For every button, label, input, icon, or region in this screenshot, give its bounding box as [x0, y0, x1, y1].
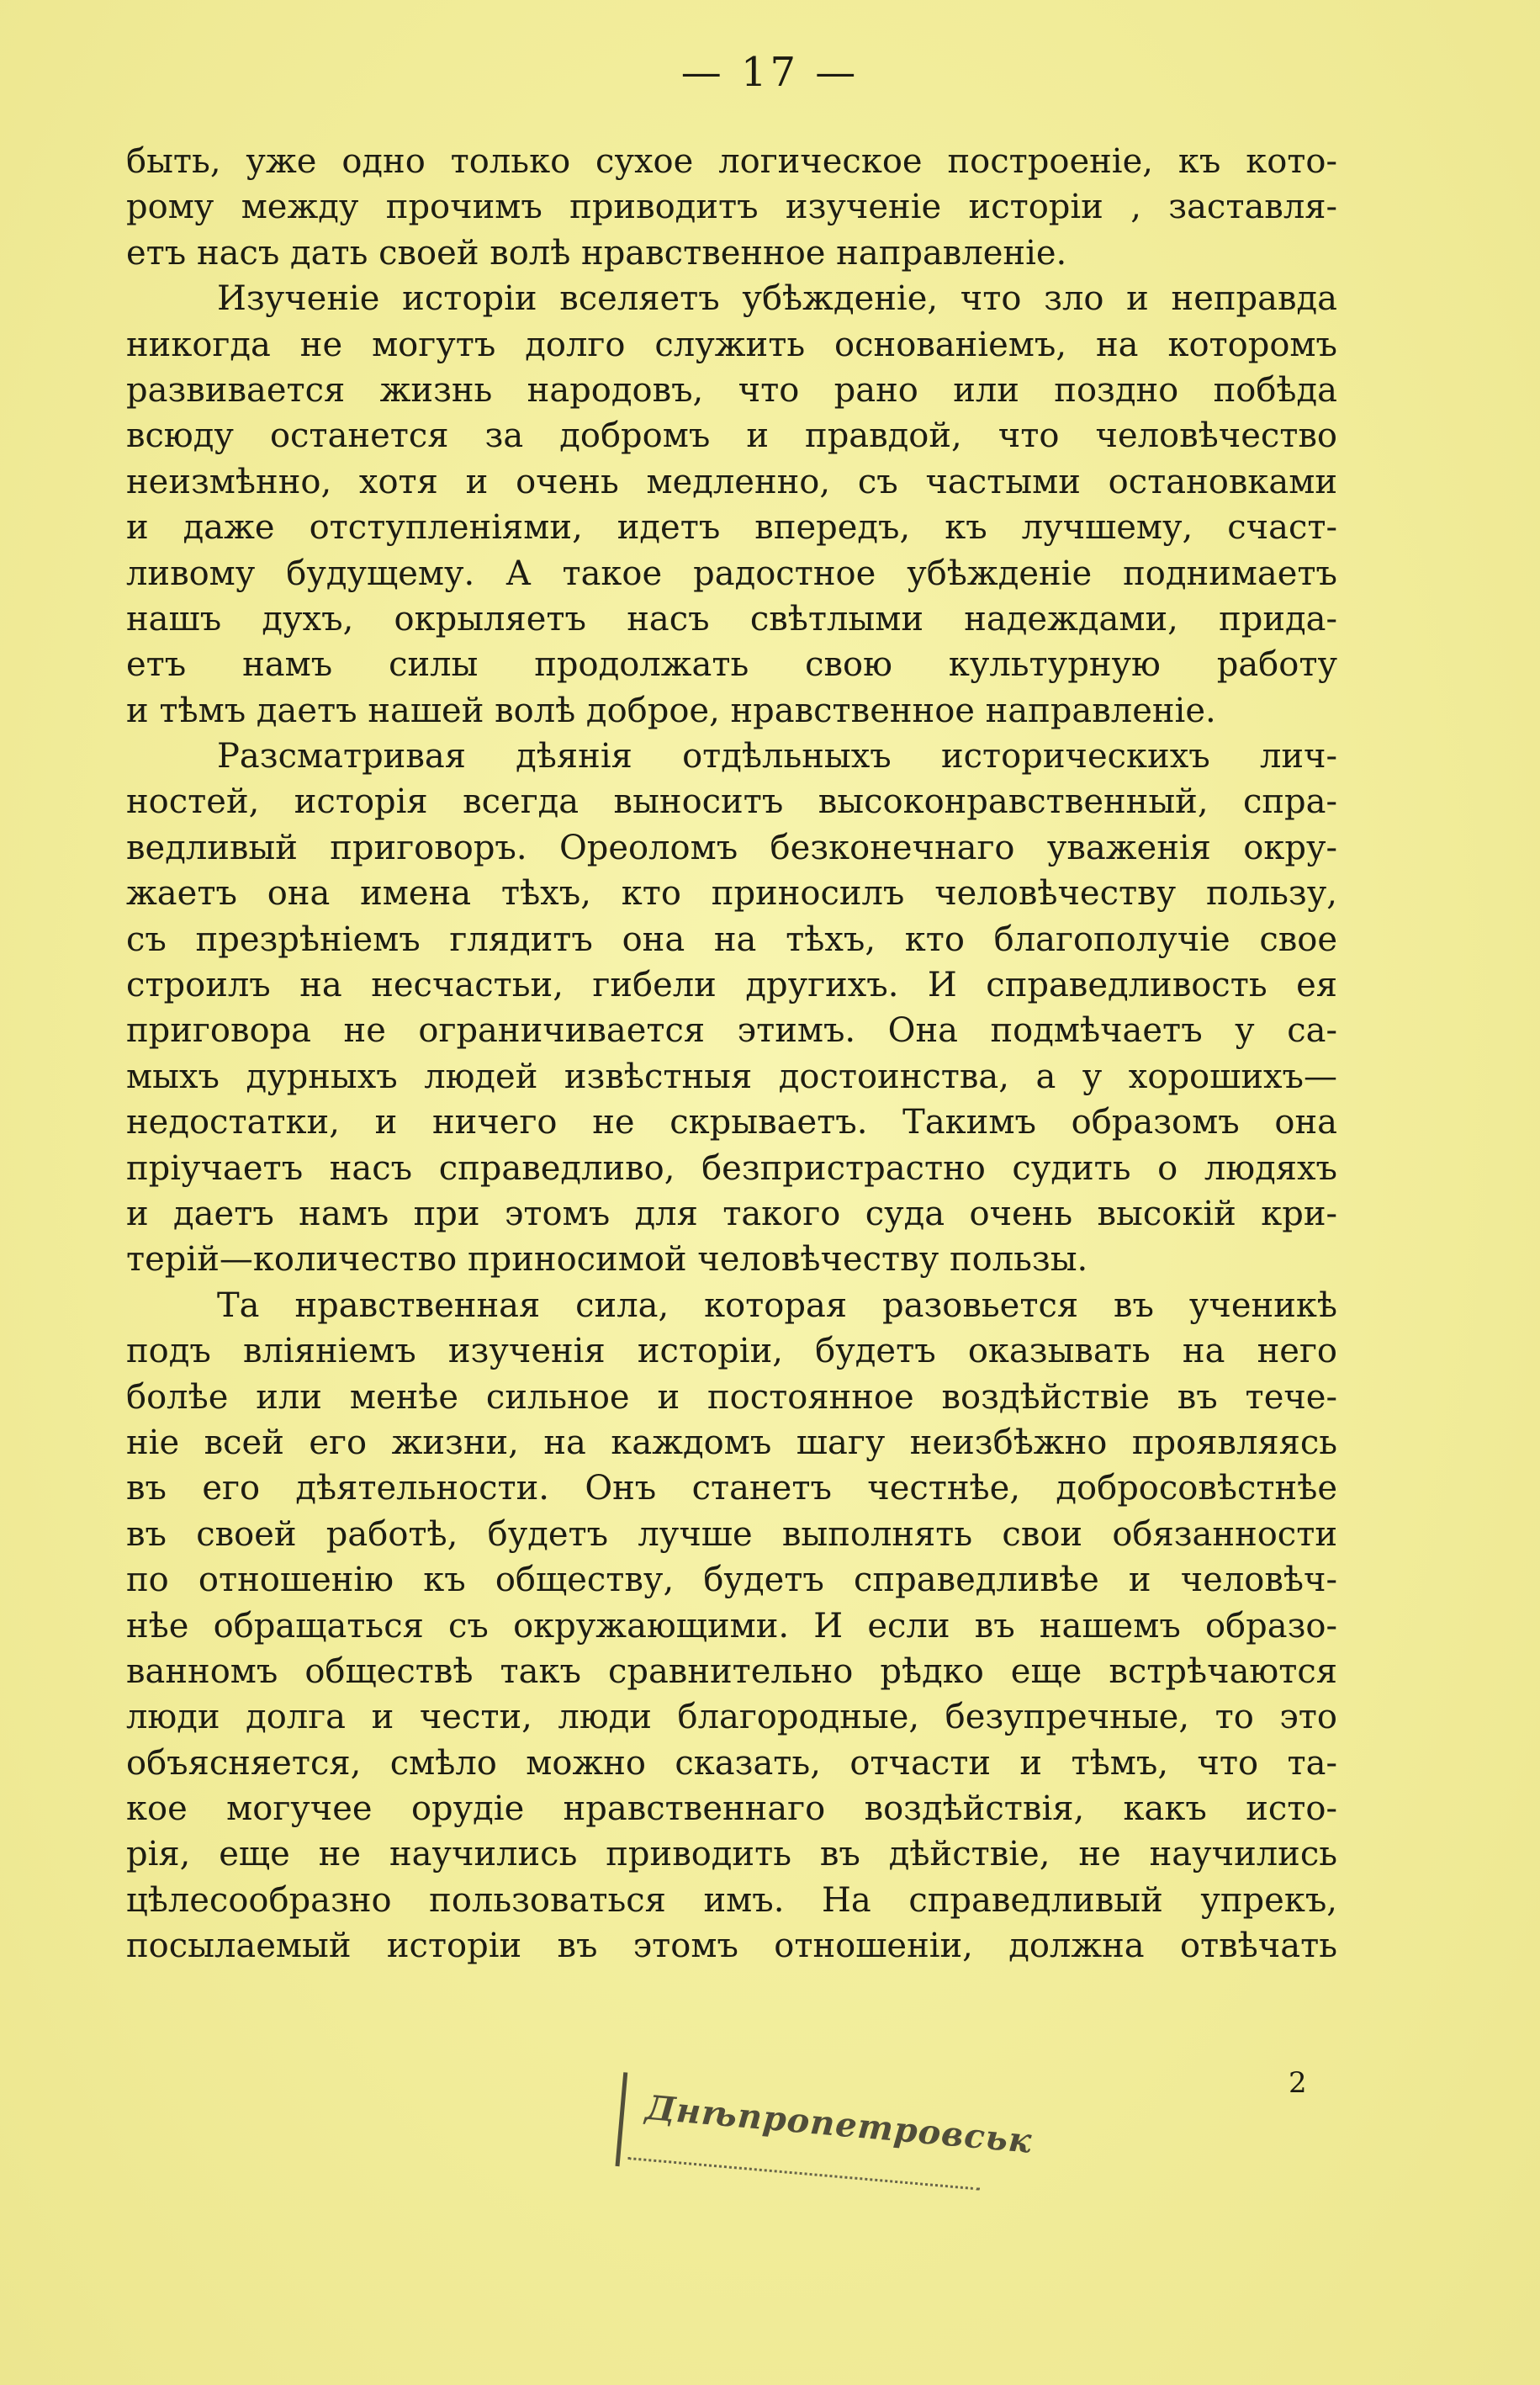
- text-line: рія, еще не научились приводить въ дѣйствіе, не научились: [126, 1835, 1337, 1874]
- text-line: съ презрѣніемъ глядитъ она на тѣхъ, кто благополучіе свое: [126, 920, 1337, 959]
- text-line: терій—количество приносимой человѣчеству пользы.: [126, 1240, 1088, 1280]
- text-line: въ его дѣятельности. Онъ станетъ честнѣе, добросовѣстнѣе: [126, 1469, 1337, 1508]
- text-line: всюду останется за добромъ и правдой, что человѣчество: [126, 416, 1337, 456]
- text-line: строилъ на несчастьи, гибели другихъ. И справедливость ея: [126, 966, 1337, 1005]
- text-line: етъ намъ силы продолжать свою культурную работу: [126, 645, 1337, 685]
- text-line: никогда не могутъ долго служить основаніемъ, на которомъ: [126, 325, 1337, 364]
- page-number: — 17 —: [680, 49, 860, 96]
- body-text: [126, 139, 1337, 1969]
- text-line: ніе всей его жизни, на каждомъ шагу неизбѣжно проявляясь: [126, 1423, 1337, 1462]
- text-line: посылаемый исторіи въ этомъ отношеніи, должна отвѣчать: [126, 1927, 1337, 1966]
- text-line: болѣе или менѣе сильное и постоянное воздѣйствіе въ тече-: [126, 1377, 1337, 1417]
- text-line: нѣе обращаться съ окружающими. И если въ нашемъ образо-: [126, 1606, 1337, 1646]
- text-line: Изученіе исторіи вселяетъ убѣжденіе, что зло и неправда: [217, 279, 1337, 319]
- stamp-bracket: [616, 2072, 643, 2168]
- text-line: ливому будущему. А такое радостное убѣжденіе поднимаетъ: [126, 554, 1337, 593]
- text-line: и даетъ намъ при этомъ для такого суда очень высокій кри-: [126, 1194, 1337, 1233]
- text-line: развивается жизнь народовъ, что рано или поздно побѣда: [126, 370, 1337, 410]
- text-line: цѣлесообразно пользоваться имъ. На справедливый упрекъ,: [126, 1880, 1337, 1920]
- text-line: быть, уже одно только сухое логическое построеніе, къ кото-: [126, 142, 1337, 181]
- text-line: ведливый приговоръ. Ореоломъ безконечнаго уваженія окру-: [126, 828, 1337, 867]
- text-line: и тѣмъ даетъ нашей волѣ доброе, нравственное направленіе.: [126, 691, 1216, 730]
- text-line: Разсматривая дѣянія отдѣльныхъ историческихъ лич-: [217, 737, 1337, 776]
- text-line: етъ насъ дать своей волѣ нравственное направленіе.: [126, 233, 1067, 273]
- text-line: ванномъ обществѣ такъ сравнительно рѣдко еще встрѣчаются: [126, 1651, 1337, 1691]
- text-line: объясняется, смѣло можно сказать, отчасти и тѣмъ, что та-: [126, 1743, 1337, 1783]
- printer-signature-mark: 2: [1289, 2066, 1307, 2100]
- text-line: недостатки, и ничего не скрываетъ. Такимъ образомъ она: [126, 1103, 1337, 1142]
- text-line: ностей, исторія всегда выноситъ высоконравственный, спра-: [126, 782, 1337, 822]
- text-line: люди долга и чести, люди благородные, безупречные, то это: [126, 1698, 1337, 1737]
- text-line: по отношенію къ обществу, будетъ справедливѣе и человѣч-: [126, 1561, 1337, 1600]
- text-line: подъ вліяніемъ изученія исторіи, будетъ оказывать на него: [126, 1332, 1337, 1371]
- text-line: кое могучее орудіе нравственнаго воздѣйствія, какъ исто-: [126, 1789, 1337, 1829]
- library-stamp: [613, 2057, 1035, 2224]
- text-line: рому между прочимъ приводитъ изученіе исторіи , заставля-: [126, 188, 1337, 227]
- text-line: жаетъ она имена тѣхъ, кто приносилъ человѣчеству пользу,: [126, 874, 1337, 914]
- stamp-dotted-line: [627, 2157, 980, 2191]
- text-line: мыхъ дурныхъ людей извѣстныя достоинства, а у хорошихъ—: [126, 1057, 1337, 1096]
- text-line: въ своей работѣ, будетъ лучше выполнять свои обязанности: [126, 1514, 1337, 1554]
- text-line: неизмѣнно, хотя и очень медленно, съ частыми остановками: [126, 462, 1337, 501]
- text-line: пріучаетъ насъ справедливо, безпристрастно судить о людяхъ: [126, 1148, 1337, 1188]
- text-line: и даже отступленіями, идетъ впередъ, къ лучшему, счаст-: [126, 508, 1337, 548]
- text-line: приговора не ограничивается этимъ. Она подмѣчаетъ у са-: [126, 1011, 1337, 1051]
- text-line: Та нравственная сила, которая разовьется въ ученикѣ: [217, 1285, 1337, 1325]
- stamp-text: Днѣпропетровськ: [643, 2087, 1035, 2161]
- text-line: нашъ духъ, окрыляетъ насъ свѣтлыми надеждами, прида-: [126, 599, 1337, 639]
